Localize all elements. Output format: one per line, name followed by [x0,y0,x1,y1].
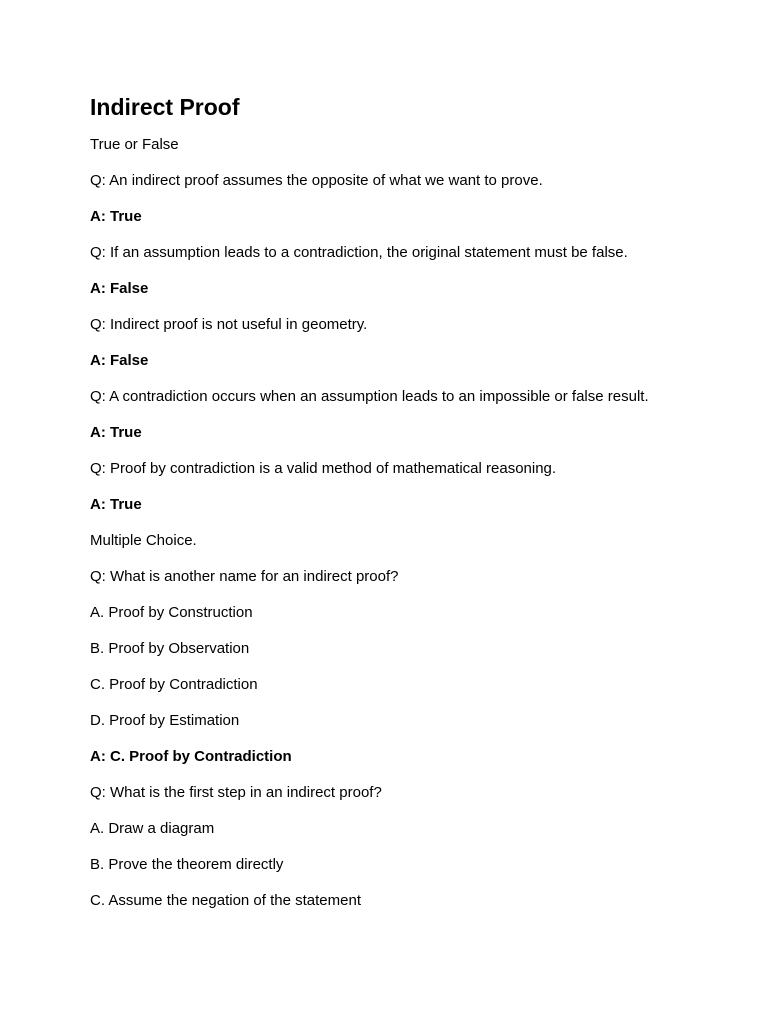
question-line: Q: Proof by contradiction is a valid method of mathematical reasoning. [90,460,557,477]
option-line: A. Proof by Construction [90,604,253,621]
section-heading-line: True or False [90,136,179,153]
option-line: B. Proof by Observation [90,640,250,657]
option-line: A. Draw a diagram [90,820,215,837]
option-line: C. Proof by Contradiction [90,676,258,693]
question-line: Q: If an assumption leads to a contradiction, the original statement must be false. [90,244,628,261]
answer-line: A: False [90,280,149,297]
answer-line: A: C. Proof by Contradiction [90,748,292,765]
option-line: B. Prove the theorem directly [90,856,284,873]
page-title: Indirect Proof [90,94,240,120]
section-heading-line: Multiple Choice. [90,532,197,549]
question-line: Q: A contradiction occurs when an assumption leads to an impossible or false result. [90,388,649,405]
answer-line: A: False [90,352,149,369]
question-line: Q: Indirect proof is not useful in geometry. [90,316,368,333]
question-line: Q: What is the first step in an indirect proof? [90,784,382,801]
document-body [90,136,730,909]
question-line: Q: What is another name for an indirect proof? [90,568,399,585]
option-line: D. Proof by Estimation [90,712,240,729]
option-line: C. Assume the negation of the statement [90,892,361,909]
document-page [90,93,730,928]
answer-line: A: True [90,424,142,441]
question-line: Q: An indirect proof assumes the opposite of what we want to prove. [90,172,543,189]
answer-line: A: True [90,496,142,513]
answer-line: A: True [90,208,142,225]
